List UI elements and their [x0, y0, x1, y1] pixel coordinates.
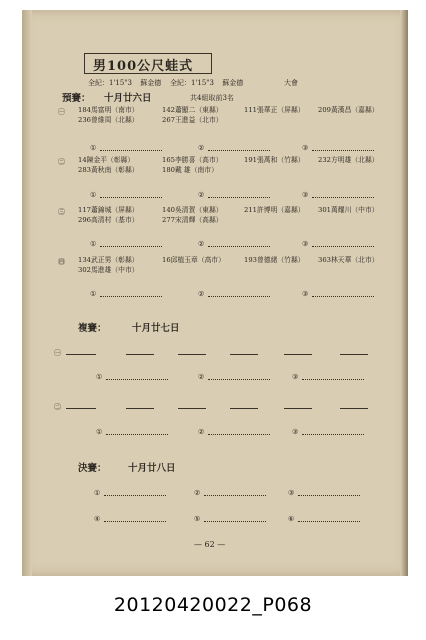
lane-line [178, 354, 206, 355]
heat-4-place-3: ③ [302, 290, 309, 298]
result-line [298, 521, 360, 522]
result-line [100, 296, 162, 297]
prelim-note: 共4組取前3名 [190, 94, 234, 102]
heat-4-place-2: ② [198, 290, 205, 298]
final-place-2: ② [194, 489, 201, 497]
lane-line [230, 408, 258, 409]
heat-1-athlete: 184馬富明（南市） [78, 106, 139, 114]
heat-1-athlete: 209黃漢昌（嘉縣） [318, 106, 379, 114]
result-line [208, 296, 270, 297]
final-place-3: ③ [288, 489, 295, 497]
semi-2-place-1: ① [96, 428, 103, 436]
heat-1-mark: ㊀ [58, 108, 65, 116]
result-line [104, 495, 166, 496]
semi-1-mark: ㊀ [54, 349, 61, 357]
result-line [312, 197, 374, 198]
event-title-box [84, 53, 212, 74]
final-place-1: ① [94, 489, 101, 497]
result-line [100, 197, 162, 198]
heat-4-athlete: 193曾德緒（竹縣） [244, 256, 305, 264]
result-line [100, 246, 162, 247]
page-spine-shadow [22, 10, 32, 576]
lane-line [178, 408, 206, 409]
heat-3-athlete: 211許博明（嘉縣） [244, 206, 305, 214]
heat-2-place-1: ① [90, 191, 97, 199]
heat-2-athlete: 232方明雄（北縣） [318, 156, 379, 164]
heat-3-athlete: 117蕭錦城（屏縣） [78, 206, 139, 214]
heat-2-athlete: 180戴 雄（南市） [162, 166, 218, 174]
result-line [104, 521, 166, 522]
prelim-label: 預賽： [62, 93, 91, 104]
result-line [106, 434, 168, 435]
heat-4-place-1: ① [90, 290, 97, 298]
heat-3-athlete: 140吳清賀（東縣） [162, 206, 223, 214]
heat-1-athlete: 111張華正（屏縣） [244, 106, 305, 114]
heat-1-place-3: ③ [302, 144, 309, 152]
heat-4-athlete: 363林天華（北市） [318, 256, 379, 264]
lane-line [230, 354, 258, 355]
lane-line [126, 354, 154, 355]
lane-line [126, 408, 154, 409]
heat-4-athlete: 134武正男（彰縣） [78, 256, 139, 264]
semi-2-mark: ㊁ [54, 403, 61, 411]
lane-line [340, 408, 368, 409]
heat-3-athlete: 301萬耀川（中市） [318, 206, 379, 214]
semi-2-place-2: ② [198, 428, 205, 436]
heat-3-place-1: ① [90, 240, 97, 248]
result-line [208, 246, 270, 247]
result-line [100, 150, 162, 151]
heat-3-place-2: ② [198, 240, 205, 248]
result-line [204, 495, 266, 496]
heat-3-athlete: 296高清村（基市） [78, 216, 139, 224]
prelim-date: 十月廿六日 [104, 93, 152, 104]
result-line [302, 434, 364, 435]
lane-line [66, 408, 96, 409]
heat-2-place-2: ② [198, 191, 205, 199]
result-line [312, 150, 374, 151]
lane-line [66, 354, 96, 355]
heat-2-athlete: 14陳金平（彰縣） [78, 156, 135, 164]
image-caption: 20120420022_P068 [113, 594, 313, 616]
final-place-4: ④ [94, 515, 101, 523]
result-line [302, 379, 364, 380]
lane-line [284, 354, 312, 355]
heat-3-mark: ㊂ [58, 208, 65, 216]
heat-2-athlete: 191張萬和（竹縣） [244, 156, 305, 164]
heat-4-athlete: 302馬進雄（中市） [78, 266, 139, 274]
heat-3-athlete: 277宋清輝（高縣） [162, 216, 223, 224]
record-3: 大會 [284, 79, 298, 87]
lane-line [340, 354, 368, 355]
result-line [106, 379, 168, 380]
heat-1-place-1: ① [90, 144, 97, 152]
heat-2-mark: ㊁ [58, 158, 65, 166]
page-edge-shadow [400, 10, 408, 576]
semis-label: 複賽： [78, 323, 107, 334]
semis-date: 十月廿七日 [132, 323, 180, 334]
book-page [22, 10, 408, 576]
record-1: 全紀：1'15"3 蘇金德 [88, 79, 162, 87]
semi-1-place-1: ① [96, 373, 103, 381]
final-place-5: ⑤ [194, 515, 201, 523]
heat-1-athlete: 142蕭顯二（東縣） [162, 106, 223, 114]
heat-2-place-3: ③ [302, 191, 309, 199]
result-line [298, 495, 360, 496]
result-line [208, 379, 270, 380]
finals-date: 十月廿八日 [128, 463, 176, 474]
heat-2-athlete: 165李勝喜（高市） [162, 156, 223, 164]
result-line [208, 197, 270, 198]
result-line [312, 296, 374, 297]
heat-3-place-3: ③ [302, 240, 309, 248]
result-line [208, 434, 270, 435]
result-line [312, 246, 374, 247]
result-line [204, 521, 266, 522]
heat-4-mark: ㊃ [58, 258, 65, 266]
final-place-6: ⑥ [288, 515, 295, 523]
heat-1-athlete: 267王進益（北市） [162, 116, 223, 124]
record-2: 全紀：1'15"3 蘇金德 [170, 79, 244, 87]
heat-4-athlete: 16邱植玉章（高市） [162, 256, 226, 264]
result-line [208, 150, 270, 151]
heat-2-athlete: 283黃秋南（彰縣） [78, 166, 139, 174]
semi-1-place-2: ② [198, 373, 205, 381]
heat-1-athlete: 236曾維周（北縣） [78, 116, 139, 124]
event-title: 男100公尺蛙式 [93, 59, 194, 74]
finals-label: 決賽： [78, 463, 107, 474]
page-number: — 62 — [194, 540, 226, 549]
heat-1-place-2: ② [198, 144, 205, 152]
semi-2-place-3: ③ [292, 428, 299, 436]
semi-1-place-3: ③ [292, 373, 299, 381]
lane-line [284, 408, 312, 409]
